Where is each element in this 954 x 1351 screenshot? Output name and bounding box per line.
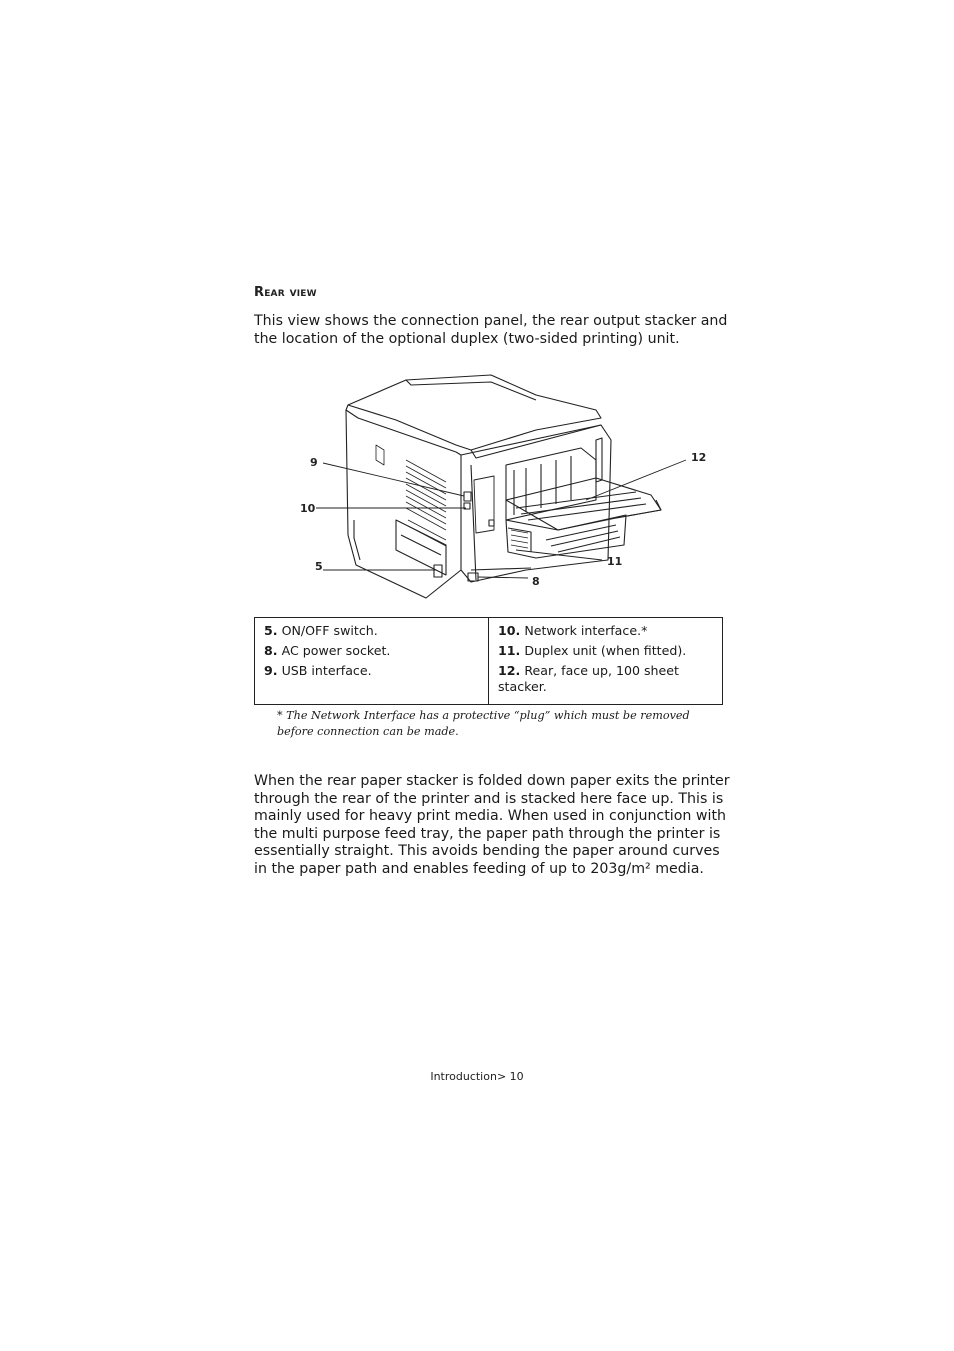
callout-11: 11	[607, 555, 623, 568]
printer-rear-view-illustration	[296, 370, 716, 602]
page-footer: Introduction> 10	[430, 1070, 524, 1083]
legend-item-8: 8. AC power socket.	[264, 643, 391, 658]
legend-item-12: 12. Rear, face up, 100 sheet stacker.	[498, 663, 679, 694]
callout-5: 5	[315, 560, 323, 573]
legend-item-10: 10. Network interface.*	[498, 623, 648, 638]
callout-12: 12	[691, 451, 707, 464]
callout-8: 8	[532, 575, 540, 588]
section-heading: Rear view	[254, 285, 317, 300]
callout-9: 9	[310, 456, 318, 469]
legend-right-column	[489, 618, 723, 705]
network-interface-footnote: * The Network Interface has a protective “plug” which must be removed before connection can be made.	[277, 709, 690, 738]
parts-legend-table	[254, 617, 723, 705]
legend-item-9: 9. USB interface.	[264, 663, 372, 678]
legend-left-column	[255, 618, 489, 705]
callout-10: 10	[300, 502, 316, 515]
legend-item-11: 11. Duplex unit (when fitted).	[498, 643, 687, 658]
printer-drawing	[296, 370, 716, 602]
intro-paragraph: This view shows the connection panel, the rear output stacker and the location of the optional duplex (two-sided printing) unit.	[254, 313, 728, 347]
rear-stacker-description: When the rear paper stacker is folded down paper exits the printer through the rear of the printer and is stacked here face up. This is mainly used for heavy print media. When used in conjunction with the multi purpose feed tray, the paper path through the printer is essentially straight. This avoids bending the paper around curves in the paper path and enables feeding of up to 203g/m² media.	[254, 773, 730, 877]
legend-item-5: 5. ON/OFF switch.	[264, 623, 378, 638]
